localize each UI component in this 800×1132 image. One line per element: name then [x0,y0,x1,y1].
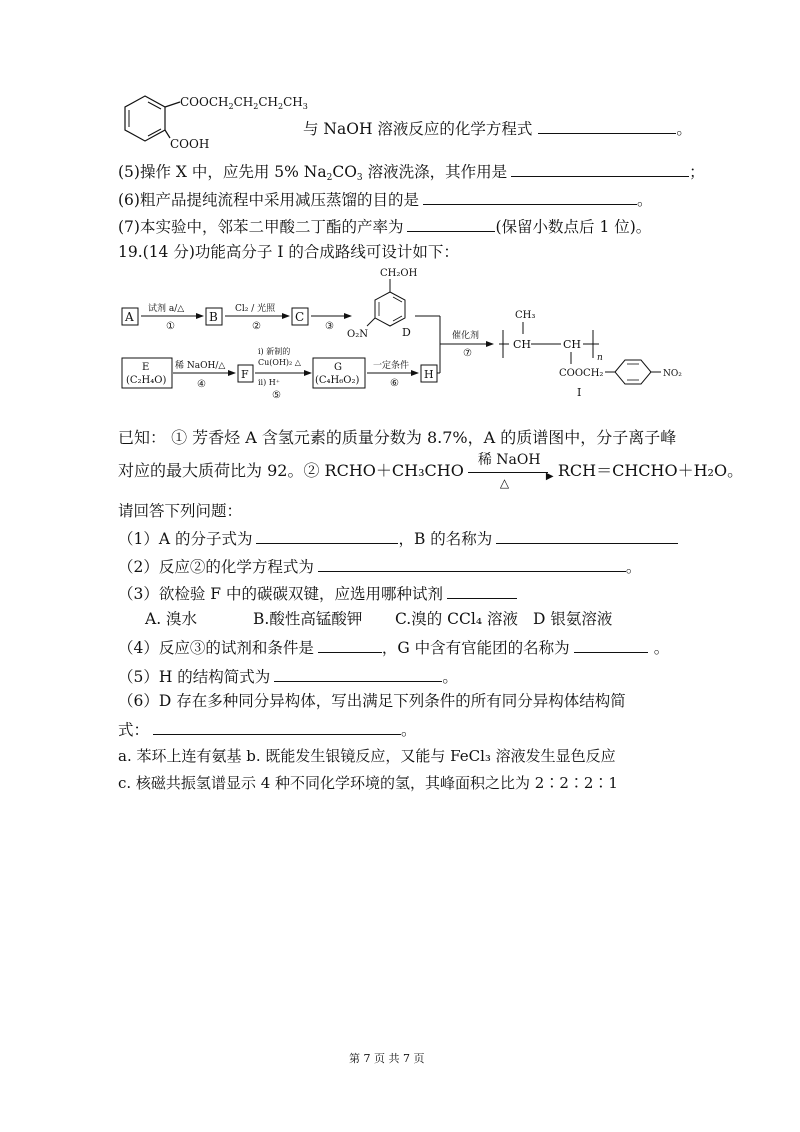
svg-text:COOCH₂: COOCH₂ [559,368,604,379]
synthesis-scheme [115,262,715,412]
svg-text:D: D [402,326,411,339]
sub-question-2: （2）反应②的化学方程式为 。 [118,555,641,577]
answer-blank[interactable] [511,160,689,177]
svg-text:⑥: ⑥ [390,378,399,389]
compound-D [347,268,418,340]
svg-text:CH₂OH: CH₂OH [380,268,418,279]
compound-E: E [142,362,150,373]
acid-substituent: COOH [170,137,210,151]
answer-blank[interactable] [574,636,648,653]
svg-text:③: ③ [325,321,334,332]
option-b[interactable]: B.酸性高锰酸钾 [253,610,363,628]
svg-text:I: I [577,386,582,399]
ester-substituent: $COOCH_2CH_2CH_2CH_3$ [180,95,308,111]
condition-c: c. 核磁共振氢谱显示 4 种不同化学环境的氢，其峰面积之比为 2∶2∶2∶1 [118,774,618,792]
sub-question-1: （1）A 的分子式为 ，B 的名称为 [118,527,678,549]
sub-question-4: （4）反应③的试剂和条件是 ，G 中含有官能团的名称为 。 [118,636,669,658]
sub-question-3: （3）欲检验 F 中的碳碳双键，应选用哪种试剂 [118,582,517,604]
svg-text:Cu(OH)₂ △: Cu(OH)₂ △ [258,358,301,367]
svg-text:i) 新制的: i) 新制的 [258,347,291,356]
sub-question-6: （6）D 存在多种同分异构体，写出满足下列条件的所有同分异构体结构简 [118,692,626,710]
compound-H: H [424,368,434,381]
question-19-title: 19.(14 分)功能高分子 I 的合成路线可设计如下： [118,243,459,261]
q3-options [145,609,612,629]
option-d[interactable]: D 银氨溶液 [533,610,613,628]
svg-text:CH: CH [563,338,582,351]
svg-text:CH₃: CH₃ [515,310,536,321]
condition-a-b: a. 苯环上连有氨基 b. 既能发生银镜反应，又能与 FeCl₃ 溶液发生显色反应 [118,747,616,765]
known-info-2: 对应的最大质荷比为 92。② RCHO＋CH₃CHO 稀 NaOH ▶ △ RCH＝CHCHO＋H₂O。 [118,452,744,490]
answer-blank[interactable] [496,527,678,544]
known-info-1: 已知： ① 芳香烃 A 含氢元素的质量分数为 8.7%，A 的质谱图中，分子离子峰 [118,428,677,447]
svg-text:①: ① [166,321,175,332]
question-6: (6)粗产品提纯流程中采用减压蒸馏的目的是 。 [118,188,652,210]
reagent-7: 催化剂 [452,331,480,341]
reagent-6: 一定条件 [373,361,410,371]
page-footer: 第 7 页 共 7 页 [349,1052,425,1065]
svg-text:⑦: ⑦ [463,348,472,359]
svg-text:ii) H⁺: ii) H⁺ [258,378,280,387]
svg-text:(C₄H₆O₂): (C₄H₆O₂) [315,375,360,386]
monobutyl-phthalate-structure [110,88,310,158]
svg-text:CH: CH [513,338,532,351]
question-7: (7)本实验中，邻苯二甲酸二丁酯的产率为 (保留小数点后 1 位)。 [118,215,651,237]
polymer-I [499,310,682,399]
answer-blank[interactable] [256,527,398,544]
reagent-4: 稀 NaOH/△ [175,361,226,371]
svg-text:⑤: ⑤ [272,390,281,401]
q4-tail-text: 与 NaOH 溶液反应的化学方程式 。 [303,117,692,139]
ask-prompt: 请回答下列问题： [118,502,243,520]
svg-text:(C₂H₄O): (C₂H₄O) [126,375,167,386]
svg-text:④: ④ [197,379,206,390]
option-c[interactable]: C.溴的 CCl₄ 溶液 [395,610,518,628]
reagent-1: 试剂 a/△ [148,304,185,314]
option-a[interactable]: A. 溴水 [145,610,198,628]
answer-blank[interactable] [447,582,517,599]
answer-blank[interactable] [423,188,637,205]
answer-blank[interactable] [538,117,676,134]
svg-text:n: n [597,353,603,363]
answer-blank[interactable] [274,665,442,682]
answer-blank[interactable] [318,636,382,653]
svg-text:②: ② [252,321,261,332]
compound-B: B [209,310,218,324]
sub-question-5: （5）H 的结构简式为 。 [118,665,458,687]
reagent-2: Cl₂ / 光照 [235,304,276,314]
answer-blank[interactable] [318,555,626,572]
svg-text:O₂N: O₂N [347,329,368,340]
answer-blank[interactable] [407,215,495,232]
question-5: (5)操作 X 中，应先用 5% Na2CO3 溶液洗涤，其作用是 ； [118,160,705,188]
compound-A: A [125,310,134,324]
compound-C: C [295,310,305,324]
compound-F: F [241,368,249,381]
svg-text:NO₂: NO₂ [663,369,682,379]
answer-blank[interactable] [153,718,401,735]
compound-G: G [334,362,342,373]
sub-question-6-answer: 式： 。 [118,718,417,740]
